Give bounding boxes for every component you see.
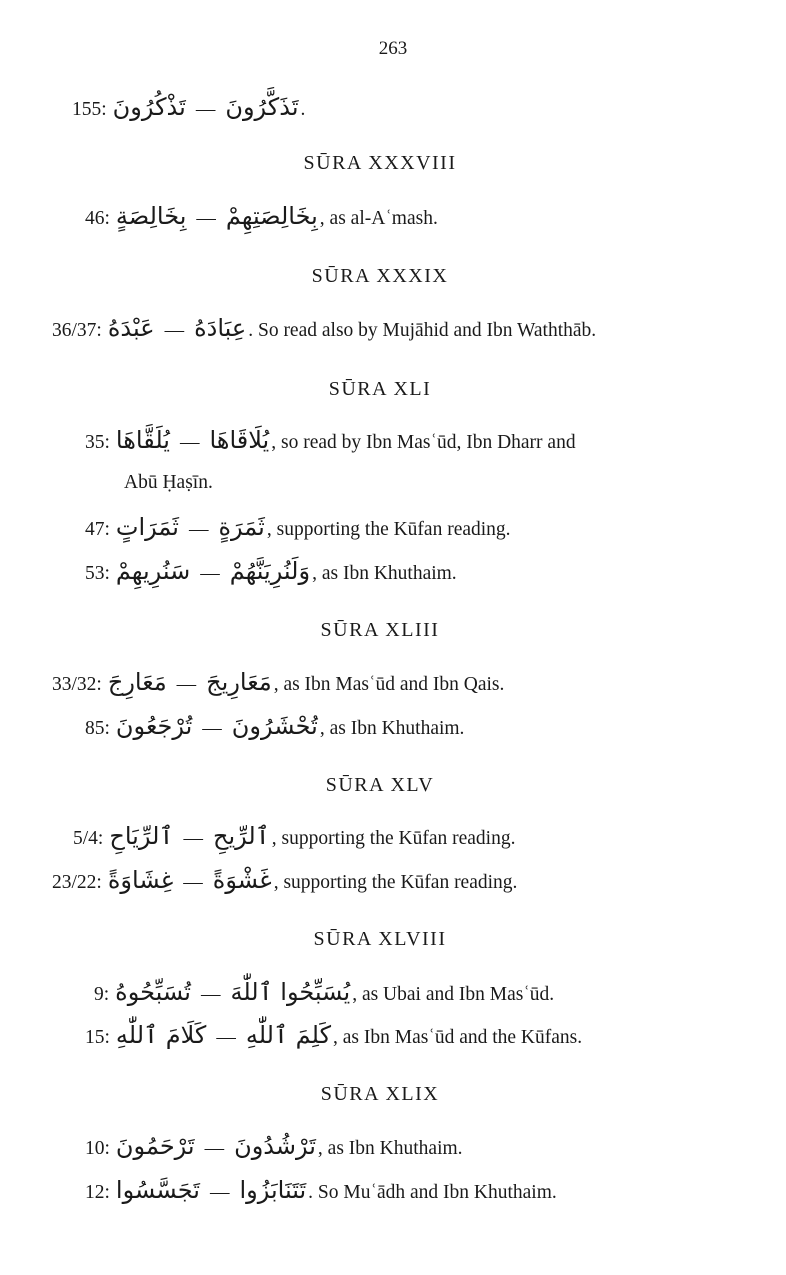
entry-note: , as Ubai and Ibn Masʿūd. [352,984,555,1005]
arabic-variant: تُحْشَرُونَ [231,712,318,740]
entry-note: , as al-Aʿmash. [319,208,438,229]
variant-entry [85,1132,463,1160]
entry-note: , as Ibn Masʿūd and Ibn Qais. [273,674,505,695]
separator-dash: — [209,1182,230,1203]
arabic-variant: يُسَبِّحُوا ٱللّٰهَ [230,978,351,1006]
separator-dash: — [200,984,221,1005]
arabic-variant: بِخَالِصَتِهِمْ [225,202,318,230]
variant-entry [85,712,464,740]
verse-number: 85: [85,718,110,739]
entry-note: . So read also by Mujāhid and Ibn Waththāb. [248,320,597,341]
sura-heading: SŪRA XLIX [320,1083,440,1105]
arabic-reading: تَجَسَّسُوا [115,1176,200,1204]
arabic-reading: ٱلرِّيَاحِ [109,822,174,850]
entry-note: , supporting the Kūfan reading. [271,828,516,849]
sura-heading: SŪRA XXXVIII [303,152,457,174]
entry-note: , as Ibn Khuthaim. [317,1138,463,1159]
variant-entry [73,822,515,850]
sura-heading: SŪRA XLV [325,774,435,796]
separator-dash: — [183,872,203,893]
variant-entry [94,978,554,1006]
separator-dash: — [195,99,216,120]
verse-number: 9: [94,984,110,1005]
separator-dash: — [200,563,220,584]
arabic-variant: غَشْوَةً [212,866,272,894]
arabic-reading: كَلَامَ ٱللّٰهِ [115,1021,207,1049]
entry-note: , as Ibn Masʿūd and the Kūfans. [333,1027,583,1048]
entry-note: , so read by Ibn Masʿūd, Ibn Dharr and [271,432,576,453]
arabic-reading: تُسَبِّحُوهُ [115,978,191,1006]
arabic-variant: يُلَاقَاهَا [209,426,270,454]
separator-dash: — [216,1027,236,1048]
entry-note: , as Ibn Khuthaim. [319,718,465,739]
separator-dash: — [176,674,197,695]
verse-number: 155: [72,99,107,120]
variant-entry [85,426,576,454]
entry-continuation: Abū Ḥaṣīn. [124,472,213,493]
arabic-variant: ٱلرِّيحِ [212,822,270,850]
arabic-reading: يُلَقَّاهَا [115,426,170,454]
arabic-variant: مَعَارِيجَ [206,668,272,696]
separator-dash: — [196,208,216,229]
arabic-reading: تَذْكُرُونَ [112,93,186,121]
arabic-reading: تَرْحَمُونَ [115,1132,195,1160]
variant-entry [85,1021,582,1049]
entry-note: . [300,99,306,120]
arabic-variant: تَذَكَّرُونَ [225,93,299,121]
sura-heading: SŪRA XXXIX [311,265,449,287]
entry-note: , as Ibn Khuthaim. [312,563,457,584]
arabic-variant: وَلَنُرِيَنَّهُمْ [229,557,311,585]
verse-number: 15: [85,1027,110,1048]
arabic-reading: غِشَاوَةً [107,866,174,894]
separator-dash: — [202,718,222,739]
arabic-reading: بِخَالِصَةٍ [115,202,187,230]
variant-entry [85,202,438,230]
separator-dash: — [204,1138,225,1159]
variant-entry [85,1176,557,1204]
verse-number: 35: [85,432,110,453]
separator-dash: — [188,519,209,540]
arabic-reading: عَبْدَهُ [107,314,155,342]
variant-entry [52,866,517,894]
verse-number: 33/32: [52,674,102,695]
sura-heading: SŪRA XLIII [320,619,440,641]
arabic-reading: سَنُرِيهِمْ [115,557,191,585]
variant-entry [72,93,305,121]
verse-number: 36/37: [52,320,102,341]
entry-note: . So Muʿādh and Ibn Khuthaim. [308,1182,557,1203]
sura-heading: SŪRA XLI [328,378,432,400]
variant-entry [85,557,457,585]
arabic-variant: تَرْشُدُونَ [234,1132,316,1160]
separator-dash: — [164,320,185,341]
arabic-variant: ثَمَرَةٍ [218,513,265,541]
verse-number: 23/22: [52,872,102,893]
entry-note: , supporting the Kūfan reading. [266,519,511,540]
separator-dash: — [183,828,203,849]
sura-heading: SŪRA XLVIII [313,928,447,950]
arabic-variant: تَتَنَابَزُوا [239,1176,307,1204]
variant-entry [85,513,511,541]
arabic-variant: عِبَادَهُ [194,314,247,342]
arabic-reading: مَعَارِجَ [107,668,167,696]
page-number: 263 [378,38,408,59]
variant-entry [52,668,504,696]
verse-number: 10: [85,1138,110,1159]
variant-entry [52,314,596,342]
verse-number: 53: [85,563,110,584]
arabic-reading: تُرْجَعُونَ [115,712,193,740]
verse-number: 46: [85,208,110,229]
arabic-reading: ثَمَرَاتٍ [115,513,179,541]
verse-number: 12: [85,1182,110,1203]
verse-number: 5/4: [73,828,104,849]
separator-dash: — [179,432,200,453]
verse-number: 47: [85,519,110,540]
entry-note: , supporting the Kūfan reading. [273,872,518,893]
arabic-variant: كَلِمَ ٱللّٰهِ [245,1021,332,1049]
